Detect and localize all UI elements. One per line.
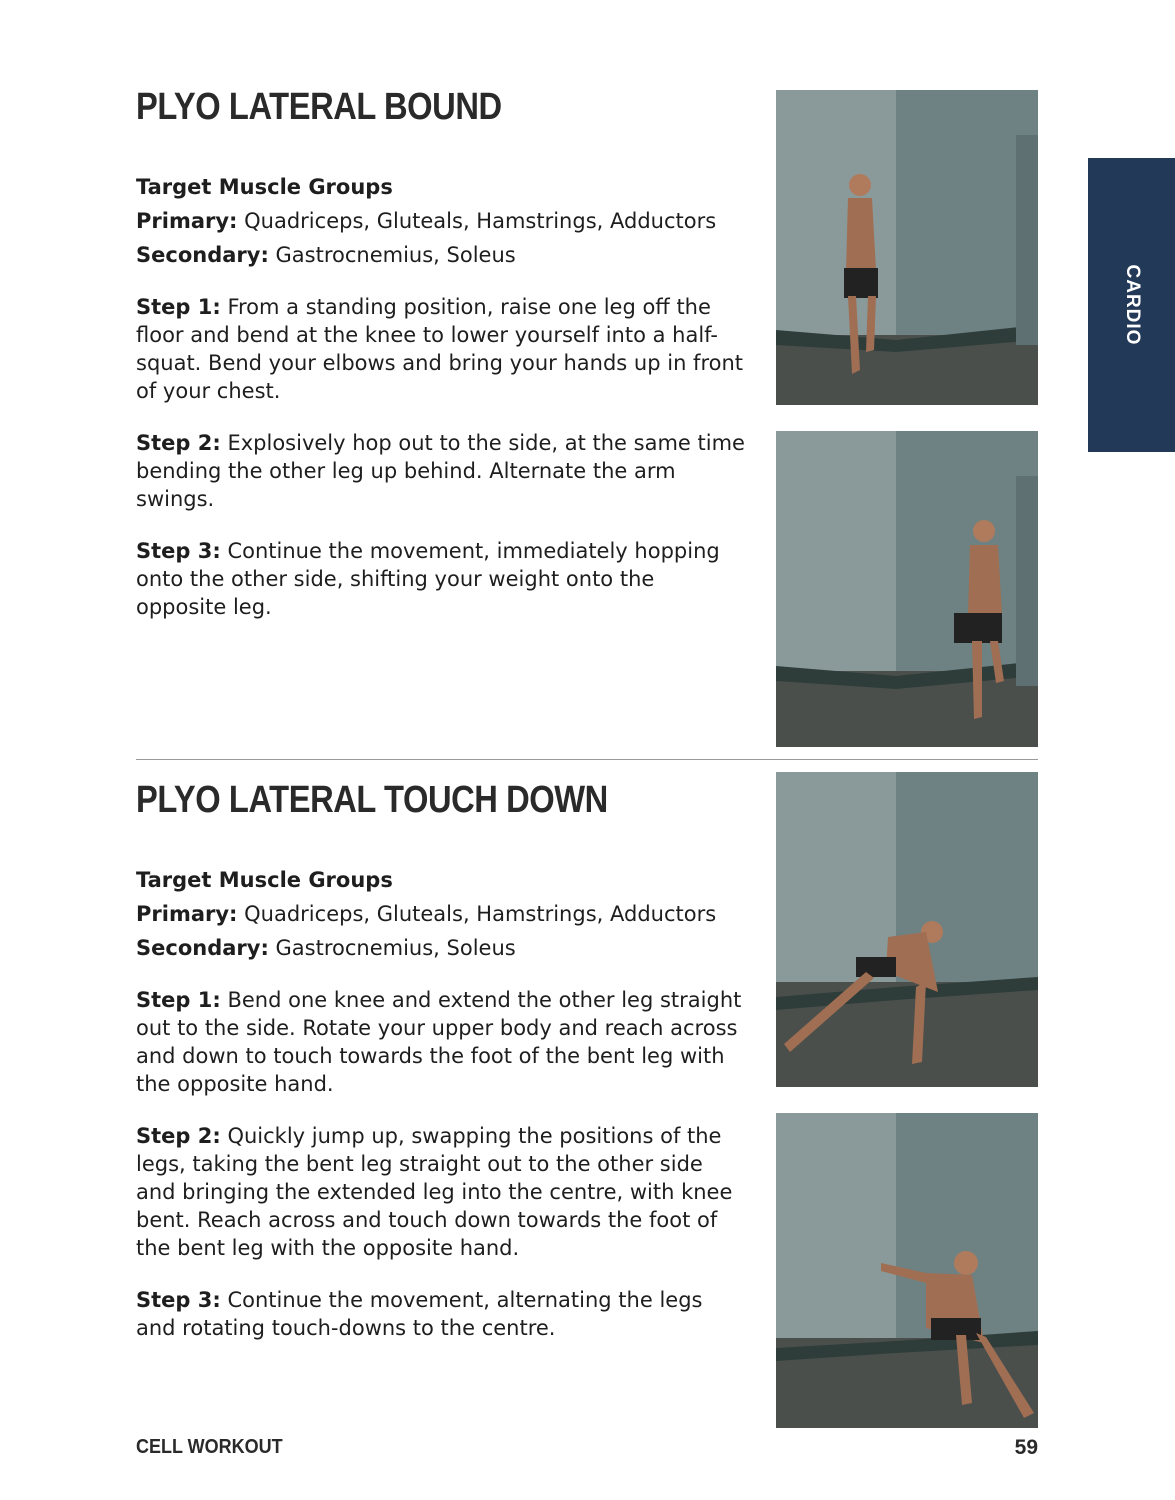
exercise-photo-bound-start — [776, 90, 1038, 405]
exercise-photo-touchdown-left — [776, 772, 1038, 1087]
primary-label: Primary: — [136, 209, 238, 233]
target-muscle-heading: Target Muscle Groups — [136, 175, 393, 199]
step-2 — [136, 429, 746, 513]
section-tab-cardio — [1088, 158, 1175, 452]
step-text: Continue the movement, immediately hopping onto the other side, shifting your weight onto the opposite leg. — [136, 539, 720, 619]
exercise-title: PLYO LATERAL BOUND — [136, 86, 502, 128]
secondary-muscles — [136, 934, 746, 962]
secondary-label: Secondary: — [136, 243, 269, 267]
step-2 — [136, 1122, 746, 1262]
step-3 — [136, 537, 746, 621]
step-label: Step 2: — [136, 1124, 221, 1148]
step-label: Step 2: — [136, 431, 221, 455]
primary-text: Quadriceps, Gluteals, Hamstrings, Adductors — [244, 902, 717, 926]
page-number: 59 — [1014, 1436, 1038, 1459]
step-label: Step 1: — [136, 295, 221, 319]
step-text: Quickly jump up, swapping the positions of the legs, taking the bent leg straight out to the other side and bringing the extended leg into the centre, with knee bent. Reach across and touch down towards the foot of the bent leg with the opposite hand. — [136, 1124, 733, 1260]
exercise-photo-touchdown-right — [776, 1113, 1038, 1428]
primary-text: Quadriceps, Gluteals, Hamstrings, Adductors — [244, 209, 717, 233]
exercise-plyo-lateral-touch-down — [136, 779, 746, 1342]
exercise-title: PLYO LATERAL TOUCH DOWN — [136, 779, 608, 821]
step-label: Step 1: — [136, 988, 221, 1012]
section-divider — [136, 759, 1038, 760]
step-text: Explosively hop out to the side, at the same time bending the other leg up behind. Alternate the arm swings. — [136, 431, 745, 511]
section-tab-label: CARDIO — [1121, 264, 1143, 346]
step-label: Step 3: — [136, 1288, 221, 1312]
step-text: Continue the movement, alternating the legs and rotating touch-downs to the centre. — [136, 1288, 703, 1340]
secondary-label: Secondary: — [136, 936, 269, 960]
step-text: From a standing position, raise one leg off the floor and bend at the knee to lower yourself into a half-squat. Bend your elbows and bring your hands up in front of your chest. — [136, 295, 744, 403]
exercise-photo-bound-hop — [776, 431, 1038, 747]
step-1 — [136, 986, 746, 1098]
step-text: Bend one knee and extend the other leg straight out to the side. Rotate your upper body and reach across and down to touch towards the foot of the bent leg with the opposite hand. — [136, 988, 742, 1096]
footer-book-title: CELL WORKOUT — [136, 1436, 283, 1458]
step-label: Step 3: — [136, 539, 221, 563]
secondary-muscles — [136, 241, 746, 269]
primary-label: Primary: — [136, 902, 238, 926]
primary-muscles — [136, 900, 746, 928]
secondary-text: Gastrocnemius, Soleus — [275, 936, 516, 960]
secondary-text: Gastrocnemius, Soleus — [275, 243, 516, 267]
step-3 — [136, 1286, 746, 1342]
target-muscle-heading: Target Muscle Groups — [136, 868, 393, 892]
exercise-plyo-lateral-bound — [136, 86, 746, 621]
primary-muscles — [136, 207, 746, 235]
step-1 — [136, 293, 746, 405]
